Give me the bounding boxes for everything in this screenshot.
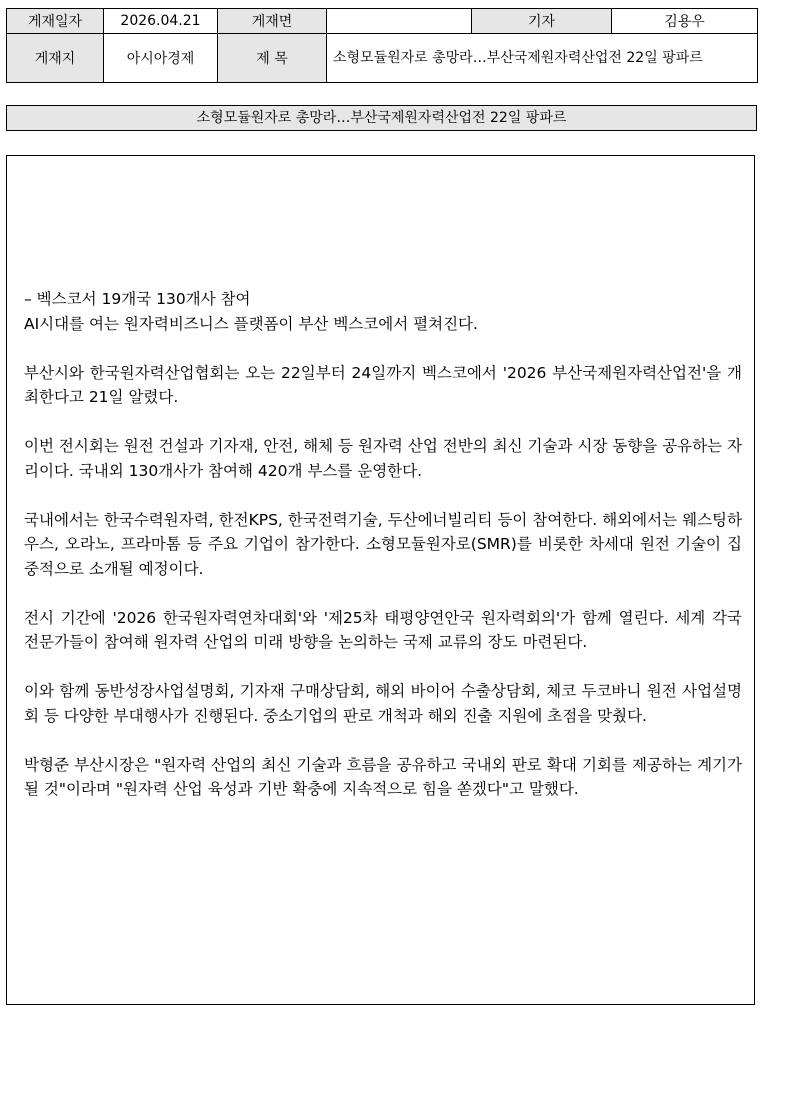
article-lead: AI시대를 여는 원자력비즈니스 플랫폼이 부산 벡스코에서 펼쳐진다. <box>24 314 478 333</box>
title-label: 제 목 <box>218 34 327 83</box>
page-value <box>327 9 472 34</box>
article-meta-table <box>6 8 758 83</box>
publication-value: 아시아경제 <box>104 34 218 83</box>
article-paragraph-1: 부산시와 한국원자력산업협회는 오는 22일부터 24일까지 벡스코에서 '2026 부산국제원자력산업전'을 개최한다고 21일 알렸다. <box>24 363 742 406</box>
reporter-value: 김용우 <box>612 9 758 34</box>
article-box <box>6 155 755 1005</box>
article-body <box>24 287 742 826</box>
article-paragraph-2: 이번 전시회는 원전 건설과 기자재, 안전, 해체 등 원자력 산업 전반의 최신 기술과 시장 동향을 공유하는 자리이다. 국내외 130개사가 참여해 420개 부스를 운영한다. <box>24 437 742 480</box>
page-label: 게재면 <box>218 9 327 34</box>
reporter-label: 기자 <box>472 9 612 34</box>
article-headline: 소형모듈원자로 총망라…부산국제원자력산업전 22일 팡파르 <box>6 105 757 131</box>
article-paragraph-6: 박형준 부산시장은 "원자력 산업의 최신 기술과 흐름을 공유하고 국내외 판로 확대 기회를 제공하는 계기가 될 것"이라며 "원자력 산업 육성과 기반 확충에 지속적으로 힘을 쏟겠다"고 말했다. <box>24 755 742 798</box>
title-value: 소형모듈원자로 총망라…부산국제원자력산업전 22일 팡파르 <box>327 34 758 83</box>
article-paragraph-4: 전시 기간에 '2026 한국원자력연차대회'와 '제25차 태평양연안국 원자력회의'가 함께 열린다. 세계 각국 전문가들이 참여해 원자력 산업의 미래 방향을 논의하는 국제 교류의 장도 마련된다. <box>24 608 742 651</box>
article-paragraph-3: 국내에서는 한국수력원자력, 한전KPS, 한국전력기술, 두산에너빌리티 등이 참여한다. 해외에서는 웨스팅하우스, 오라노, 프라마톰 등 주요 기업이 참가한다. 소형모듈원자로(SMR)를 비롯한 차세대 원전 기술이 집중적으로 소개될 예정이다. <box>24 510 742 578</box>
article-subhead: – 벡스코서 19개국 130개사 참여 <box>24 290 251 308</box>
date-value: 2026.04.21 <box>104 9 218 34</box>
article-paragraph-5: 이와 함께 동반성장사업설명회, 기자재 구매상담회, 해외 바이어 수출상담회, 체코 두코바니 원전 사업설명회 등 다양한 부대행사가 진행된다. 중소기업의 판로 개척과 해외 진출 지원에 초점을 맞췄다. <box>24 682 742 725</box>
publication-label: 게재지 <box>7 34 104 83</box>
date-label: 게재일자 <box>7 9 104 34</box>
